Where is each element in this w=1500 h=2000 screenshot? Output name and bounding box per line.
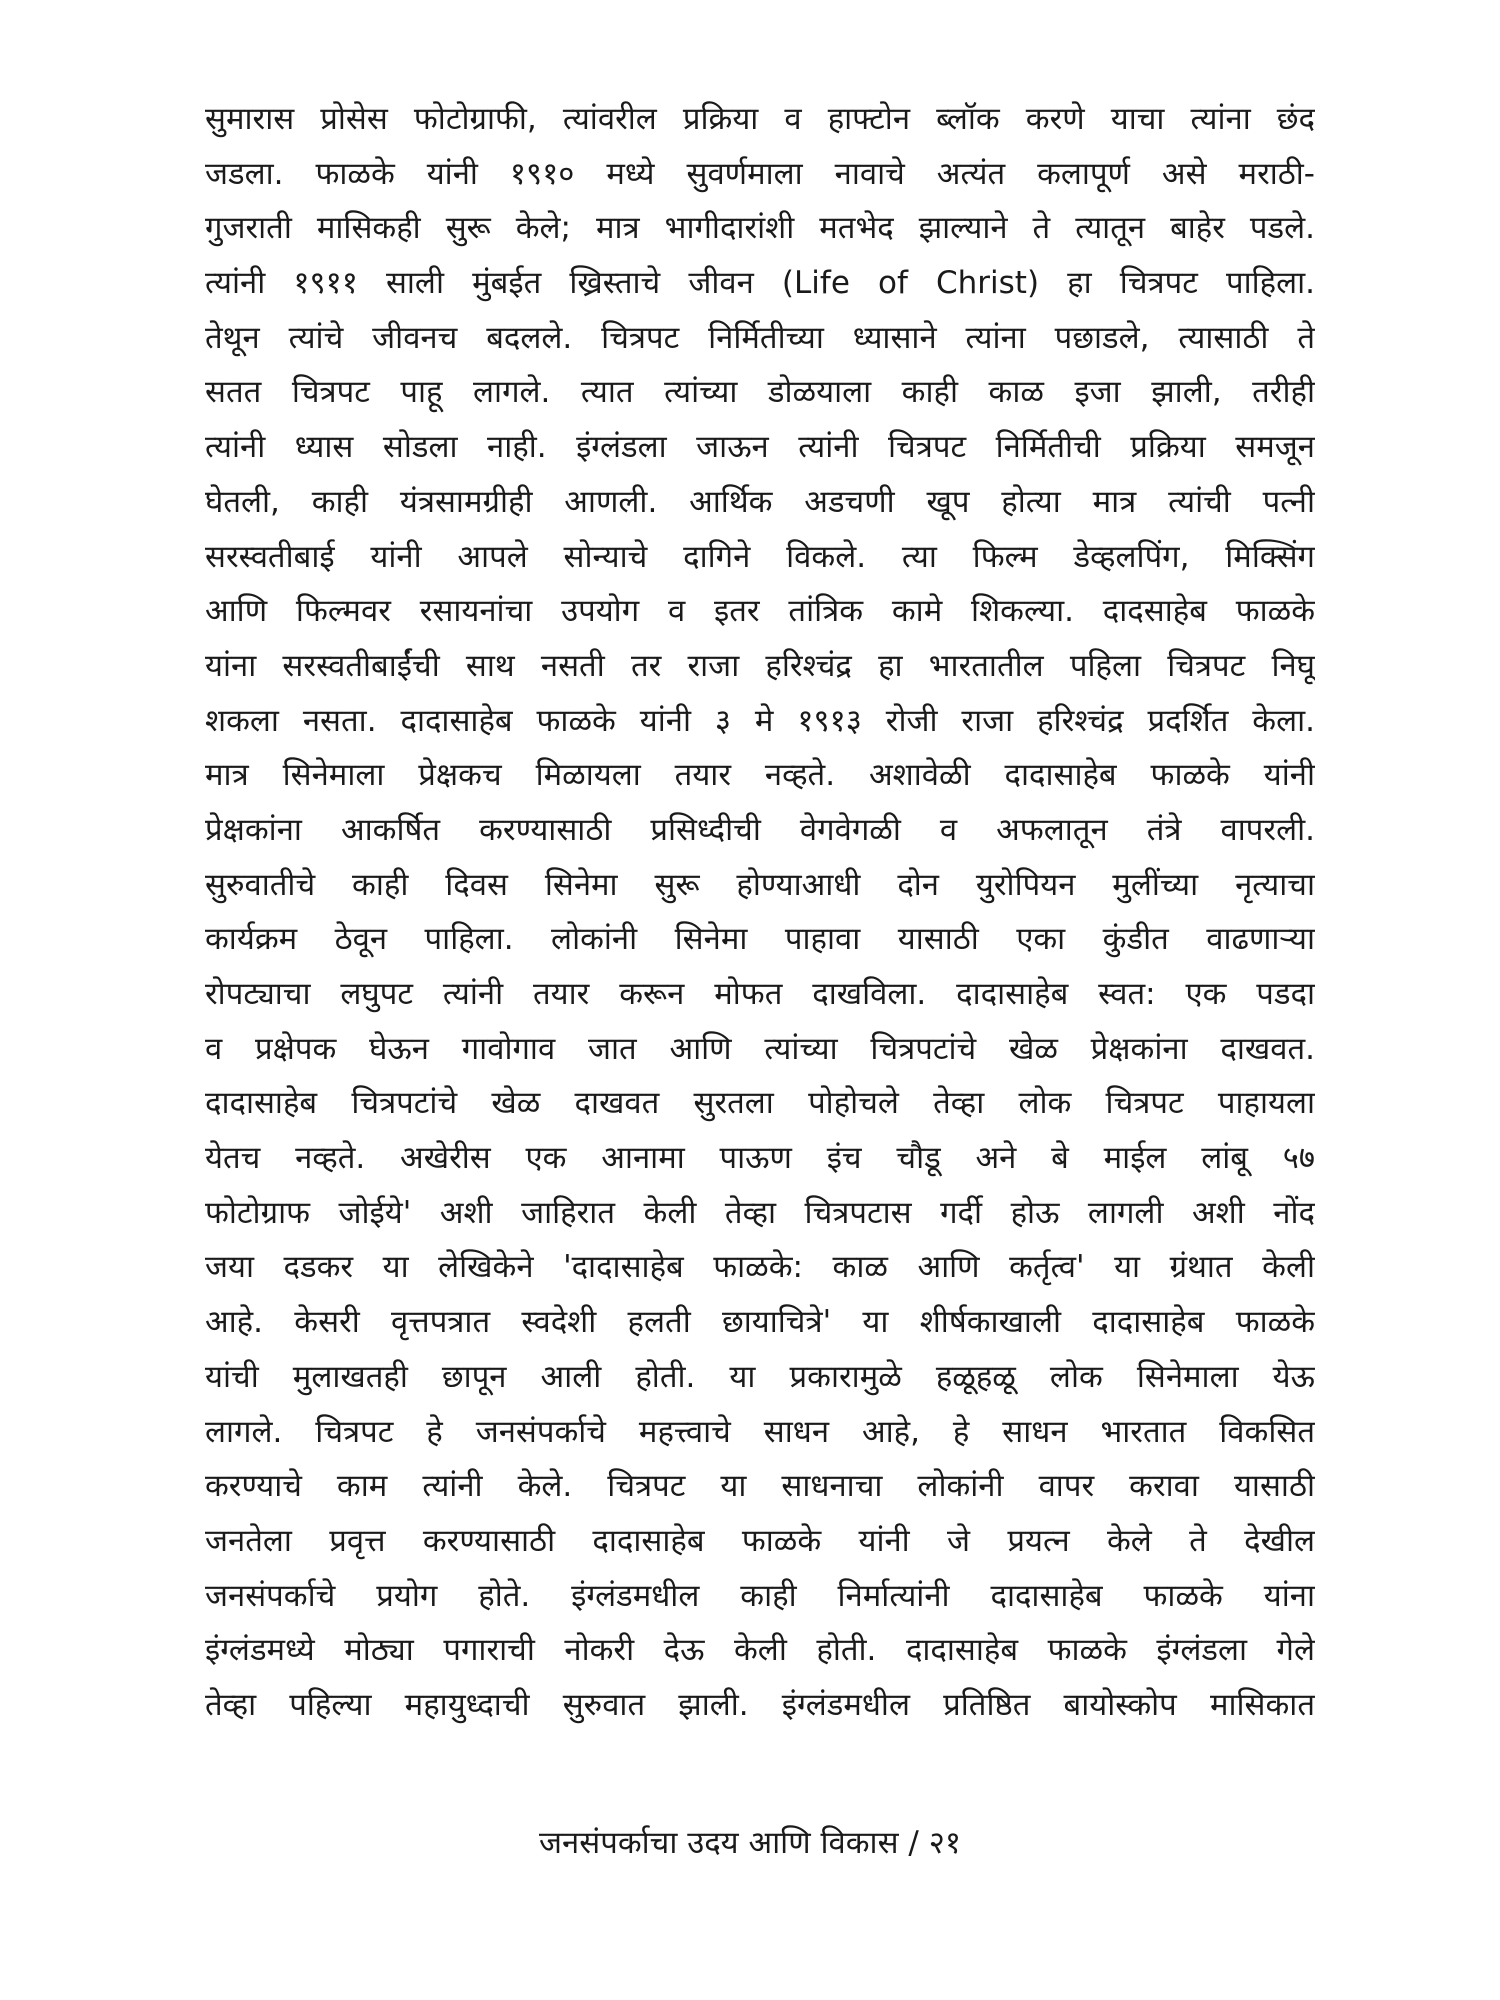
body-paragraph: [205, 92, 1315, 1733]
text-line: येतच नव्हते. अखेरीस एक आनामा पाऊण इंच चौडू अने बे माईल लांबू ५७: [205, 1140, 1315, 1177]
text-line: कार्यक्रम ठेवून पाहिला. लोकांनी सिनेमा पाहावा यासाठी एका कुंडीत वाढणाऱ्या: [205, 921, 1315, 958]
text-line: यांना सरस्वतीबाईंची साथ नसती तर राजा हरिश्चंद्र हा भारतातील पहिला चित्रपट निघू: [205, 647, 1315, 684]
text-line: त्यांनी ध्यास सोडला नाही. इंग्लंडला जाऊन त्यांनी चित्रपट निर्मितीची प्रक्रिया समजून: [205, 429, 1315, 466]
text-line: शकला नसता. दादासाहेब फाळके यांनी ३ मे १९१३ रोजी राजा हरिश्चंद्र प्रदर्शित केला.: [205, 702, 1315, 739]
text-line: करण्याचे काम त्यांनी केले. चित्रपट या साधनाचा लोकांनी वापर करावा यासाठी: [205, 1468, 1315, 1505]
text-line: सतत चित्रपट पाहू लागले. त्यात त्यांच्या डोळयाला काही काळ इजा झाली, तरीही: [205, 374, 1315, 411]
text-line: तेथून त्यांचे जीवनच बदलले. चित्रपट निर्मितीच्या ध्यासाने त्यांना पछाडले, त्यासाठी ते: [205, 319, 1315, 356]
text-line: इंग्लंडमध्ये मोठ्या पगाराची नोकरी देऊ केली होती. दादासाहेब फाळके इंग्लंडला गेले: [205, 1632, 1315, 1669]
text-line: तेव्हा पहिल्या महायुध्दाची सुरुवात झाली. इंग्लंडमधील प्रतिष्ठित बायोस्कोप मासिकात: [205, 1686, 1315, 1723]
text-line: सुरुवातीचे काही दिवस सिनेमा सुरू होण्याआधी दोन युरोपियन मुलींच्या नृत्याचा: [205, 866, 1315, 903]
text-line: मात्र सिनेमाला प्रेक्षकच मिळायला तयार नव्हते. अशावेळी दादासाहेब फाळके यांनी: [205, 757, 1315, 794]
text-line: त्यांनी १९११ साली मुंबईत ख्रिस्ताचे जीवन (Life of Christ) हा चित्रपट पाहिला.: [205, 265, 1315, 302]
text-line: व प्रक्षेपक घेऊन गावोगाव जात आणि त्यांच्या चित्रपटांचे खेळ प्रेक्षकांना दाखवत.: [205, 1030, 1315, 1067]
text-line: लागले. चित्रपट हे जनसंपर्काचे महत्त्वाचे साधन आहे, हे साधन भारतात विकसित: [205, 1413, 1315, 1450]
text-line: गुजराती मासिकही सुरू केले; मात्र भागीदारांशी मतभेद झाल्याने ते त्यातून बाहेर पडले.: [205, 210, 1315, 247]
text-line: फोटोग्राफ जोईये' अशी जाहिरात केली तेव्हा चित्रपटास गर्दी होऊ लागली अशी नोंद: [205, 1194, 1315, 1231]
text-line: रोपट्याचा लघुपट त्यांनी तयार करून मोफत दाखविला. दादासाहेब स्वत: एक पडदा: [205, 976, 1315, 1012]
text-line: जनसंपर्काचे प्रयोग होते. इंग्लंडमधील काही निर्मात्यांनी दादासाहेब फाळके यांना: [205, 1577, 1315, 1614]
text-line: आणि फिल्मवर रसायनांचा उपयोग व इतर तांत्रिक कामे शिकल्या. दादसाहेब फाळके: [205, 593, 1315, 630]
page-footer: [0, 1818, 1500, 1868]
text-line: घेतली, काही यंत्रसामग्रीही आणली. आर्थिक अडचणी खूप होत्या मात्र त्यांची पत्नी: [205, 483, 1315, 520]
text-line: सुमारास प्रोसेस फोटोग्राफी, त्यांवरील प्रक्रिया व हाफ्टोन ब्लॉक करणे याचा त्यांना छंद: [205, 101, 1315, 137]
text-line: प्रेक्षकांना आकर्षित करण्यासाठी प्रसिध्दीची वेगवेगळी व अफलातून तंत्रे वापरली.: [205, 811, 1315, 848]
text-line: सरस्वतीबाई यांनी आपले सोन्याचे दागिने विकले. त्या फिल्म डेव्हलपिंग, मिक्सिंग: [205, 538, 1315, 575]
text-line: दादासाहेब चित्रपटांचे खेळ दाखवत सुरतला पोहोचले तेव्हा लोक चित्रपट पाहायला: [205, 1085, 1315, 1122]
text-line: यांची मुलाखतही छापून आली होती. या प्रकारामुळे हळूहळू लोक सिनेमाला येऊ: [205, 1358, 1315, 1395]
text-line: जडला. फाळके यांनी १९१० मध्ये सुवर्णमाला नावाचे अत्यंत कलापूर्ण असे मराठी-: [205, 155, 1315, 192]
text-line: जनतेला प्रवृत्त करण्यासाठी दादासाहेब फाळके यांनी जे प्रयत्न केले ते देखील: [205, 1522, 1315, 1559]
running-title-and-page-number: जनसंपर्काचा उदय आणि विकास / २१: [539, 1825, 961, 1861]
text-line: जया दडकर या लेखिकेने 'दादासाहेब फाळके: काळ आणि कर्तृत्व' या ग्रंथात केली: [205, 1249, 1315, 1286]
text-line: आहे. केसरी वृत्तपत्रात स्वदेशी हलती छायाचित्रे' या शीर्षकाखाली दादासाहेब फाळके: [205, 1304, 1315, 1341]
